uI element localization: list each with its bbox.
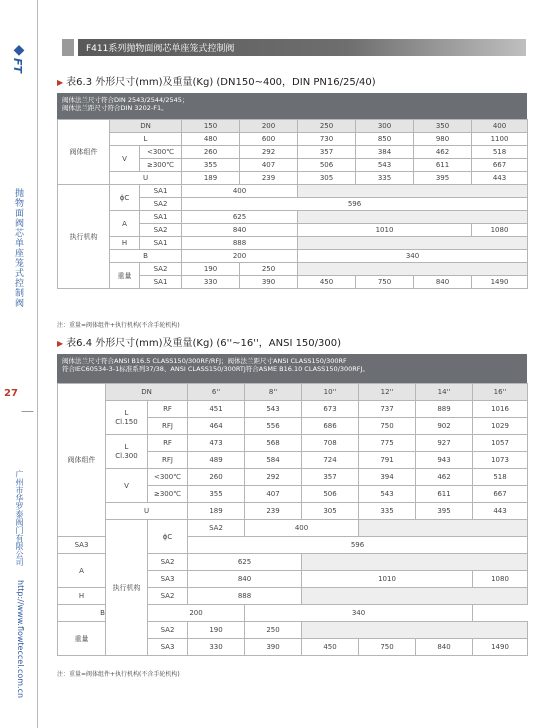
table-row: SA3 840 1010 1080 [58,571,528,588]
rail-product-title: 抛物面阀芯单座笼式控制阀 [13,188,23,308]
table-row: L Cl.300 RF 473 568 708 775 927 1057 [58,435,528,452]
t2-actuator-label: 执行机构 [106,520,148,656]
table-row: SA2 596 [58,198,528,211]
table2-note: 阀体法兰尺寸符合ANSI B16.5 CLASS150/300RF/RFJ；阀体法兰距尺寸ANSI CLASS150/300RF 符合IEC60534-3-1标准系列37/38、ANSI CLASS150/300RTJ符合ASME B16.10 CLASS150/300RFJ。 [57,354,527,383]
table2-title: ▶ 表6.4 外形尺寸(mm)及重量(Kg) (6''~16''，ANSI 150/300) [57,338,342,349]
header-shade [62,39,74,56]
side-rail [0,0,38,728]
table1-note: 阀体法兰尺寸符合DIN 2543/2544/2545； 阀体法兰距尺寸符合DIN 3202-F1。 [57,93,527,119]
header-title: F411系列抛物面阀芯单座笼式控制阀 [86,44,235,54]
table-row: 阀体组件 DN 6'' 8'' 10'' 12'' 14'' 16'' [58,384,528,401]
page-number: 27 [4,388,18,399]
table-row: H SA1 888 [58,237,528,250]
page-header [62,39,526,56]
table-row: 阀体组件 DN 150 200 250 300 350 400 [58,120,528,133]
t1-actuator-label: 执行机构 [58,185,110,289]
triangle-bullet-icon: ▶ [57,339,64,348]
table-row: SA1 330 390 450 750 840 1490 [58,276,528,289]
table-row: A SA2 625 [58,554,528,571]
table-row: U 189 239 305 335 395 443 [58,172,528,185]
table-row: V <300℃ 260 292 357 394 462 518 [58,469,528,486]
table1-title: ▶ 表6.3 外形尺寸(mm)及重量(Kg) (DN150~400，DIN PN16/25/40) [57,77,376,88]
logo-mark-icon: ◆ [13,42,25,58]
table-row: RFJ 464 556 686 750 902 1029 [58,418,528,435]
table2 [57,383,528,656]
rail-company-name: 广州市华罗泰阀门有限公司 [15,470,24,566]
triangle-bullet-icon: ▶ [57,78,64,87]
header-bar [78,39,526,56]
table-row: L Cl.150 RF 451 543 673 737 889 1016 [58,401,528,418]
table-row: 执行机构 ϕC SA1 400 [58,185,528,198]
table-row: RFJ 489 584 724 791 943 1073 [58,452,528,469]
table-row: 重量 SA2 190 250 [58,622,528,639]
t1-body-label: 阀体组件 [58,120,110,185]
table1 [57,119,528,289]
table1-footnote: 注：重量=阀体组件+执行机构(不含手轮机构) [57,322,180,329]
table-row: B 200 340 [58,605,528,622]
t2-body-label: 阀体组件 [58,384,106,537]
table-row: ≥300℃ 355 407 506 543 611 667 [58,159,528,172]
table-row: A SA1 625 [58,211,528,224]
table-row: B 200 340 [58,250,528,263]
table-row: SA3 330 390 450 750 840 1490 [58,639,528,656]
table-row: ≥300℃ 355 407 506 543 611 667 [58,486,528,503]
page-tick-divider [21,398,45,412]
table2-footnote: 注：重量=阀体组件+执行机构(不含手轮机构) [57,671,180,678]
rail-website: http://www.flowteccel.com.cn [16,580,25,699]
table-row: U 189 239 305 335 395 443 [58,503,528,520]
table-row: L 480 600 730 850 980 1100 [58,133,528,146]
table-row: 执行机构 ϕC SA2 400 [58,520,528,537]
logo-text: FT [11,58,24,74]
table-row: 重量 SA2 190 250 [58,263,528,276]
table-row: SA2 840 1010 1080 [58,224,528,237]
table-row: H SA2 888 [58,588,528,605]
company-logo [8,40,30,90]
table-row: V <300℃ 260 292 357 384 462 518 [58,146,528,159]
table-row: SA3 596 [58,537,528,554]
